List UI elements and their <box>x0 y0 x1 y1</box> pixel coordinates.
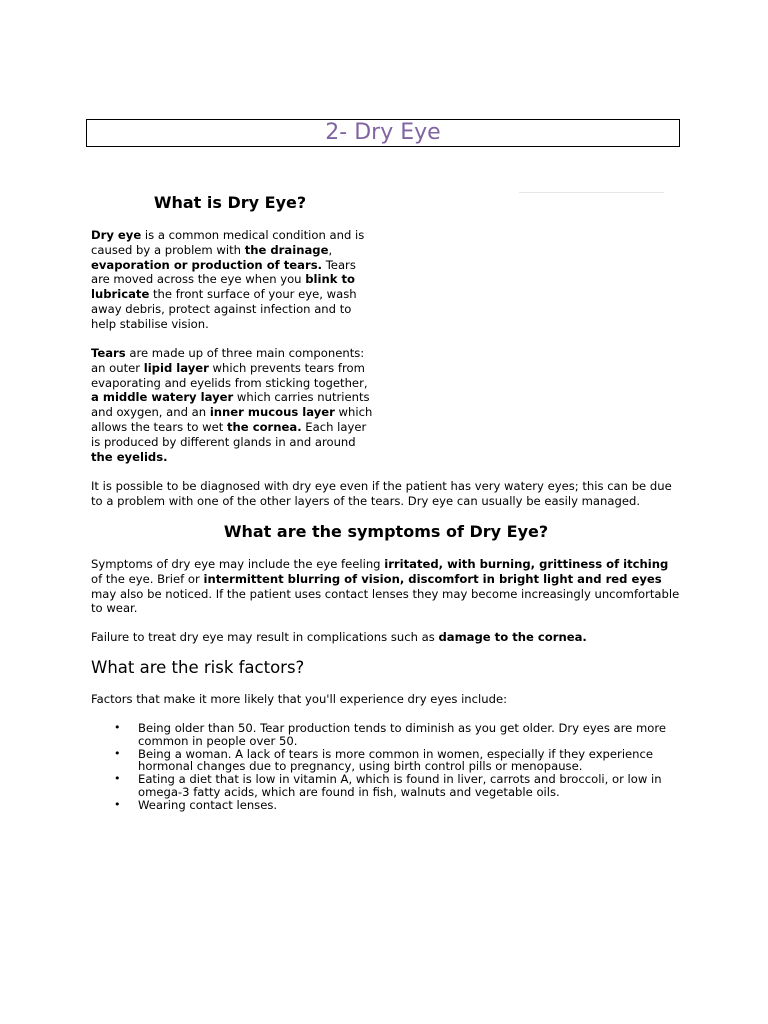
bullet-icon: • <box>114 746 121 760</box>
list-item-text: Wearing contact lenses. <box>138 797 278 812</box>
image-placeholder <box>519 192 664 193</box>
bullet-icon: • <box>114 772 121 786</box>
text-bold: lipid layer <box>143 360 209 375</box>
text-bold: a middle watery layer <box>91 390 234 405</box>
text: may also be noticed. If the patient uses contact lenses they may become increasingly uncomfortable to wear. <box>91 586 680 616</box>
list-item-text: Being older than 50. Tear production tends to diminish as you get older. Dry eyes are more common in people over 50. <box>138 721 667 748</box>
paragraph-risk-intro: Factors that make it more likely that you'll experience dry eyes include: <box>91 692 507 706</box>
title-box <box>86 119 680 147</box>
text: , <box>328 242 333 257</box>
heading-symptoms: What are the symptoms of Dry Eye? <box>223 522 549 541</box>
list-item <box>91 722 681 748</box>
paragraph-tear-layers <box>91 346 373 464</box>
text: which prevents tears from evaporating and eyelids from sticking together, <box>91 360 368 390</box>
page-title: 2- Dry Eye <box>325 120 441 145</box>
list-item <box>91 748 681 774</box>
text-bold: evaporation or production of tears. <box>91 257 323 272</box>
text-bold: irritated, with burning, grittiness of itching <box>384 557 669 571</box>
text: the front surface of your eye, wash away debris, protect against infection and to help stabilise vision. <box>91 287 357 331</box>
paragraph-diagnosis-note: It is possible to be diagnosed with dry eye even if the patient has very watery eyes; this can be due to a problem with one of the other layers of the tears. Dry eye can usually be easily managed. <box>91 479 672 508</box>
text: Each layer is produced by different glands in and around <box>91 419 367 449</box>
bullet-icon: • <box>114 721 121 734</box>
paragraph-symptoms <box>91 557 681 616</box>
heading-risk-factors: What are the risk factors? <box>91 658 305 677</box>
text: Tears are moved across the eye when you <box>91 257 356 287</box>
text-bold: inner mucous layer <box>209 405 335 420</box>
text: which allows the tears to wet <box>91 405 373 434</box>
list-item <box>91 799 681 812</box>
list-item-text: Eating a diet that is low in vitamin A, which is found in liver, carrots and broccoli, or low in omega-3 fatty acids, which are found in fish, walnuts and vegetable oils. <box>138 772 662 799</box>
paragraph-complications <box>91 630 681 645</box>
text-bold: the eyelids. <box>91 449 168 464</box>
text: is a common medical condition and is caused by a problem with <box>91 228 365 257</box>
text-bold: damage to the cornea. <box>438 630 587 644</box>
heading-what-is-dry-eye: What is Dry Eye? <box>153 193 307 212</box>
text: which carries nutrients and oxygen, and an <box>91 390 370 420</box>
text-bold: the drainage <box>244 242 329 257</box>
text-bold: Tears <box>91 346 126 360</box>
bullet-icon: • <box>114 797 121 811</box>
risk-factor-list <box>91 722 681 812</box>
text-bold: intermittent blurring of vision, discomfort in bright light and red eyes <box>203 571 662 586</box>
text: are made up of three main components: an outer <box>91 346 365 375</box>
text: of the eye. Brief or <box>91 571 204 586</box>
text-bold: blink to lubricate <box>91 272 355 302</box>
text: Failure to treat dry eye may result in complications such as <box>91 630 439 644</box>
text-bold: the cornea. <box>227 419 302 434</box>
list-item <box>91 773 681 799</box>
text-bold: Dry eye <box>91 228 142 242</box>
list-item-text: Being a woman. A lack of tears is more common in women, especially if they experience hormonal changes due to pregnancy, using birth control pills or menopause. <box>138 746 654 774</box>
text: Symptoms of dry eye may include the eye feeling <box>91 557 385 571</box>
paragraph-dry-eye-definition <box>91 228 373 332</box>
